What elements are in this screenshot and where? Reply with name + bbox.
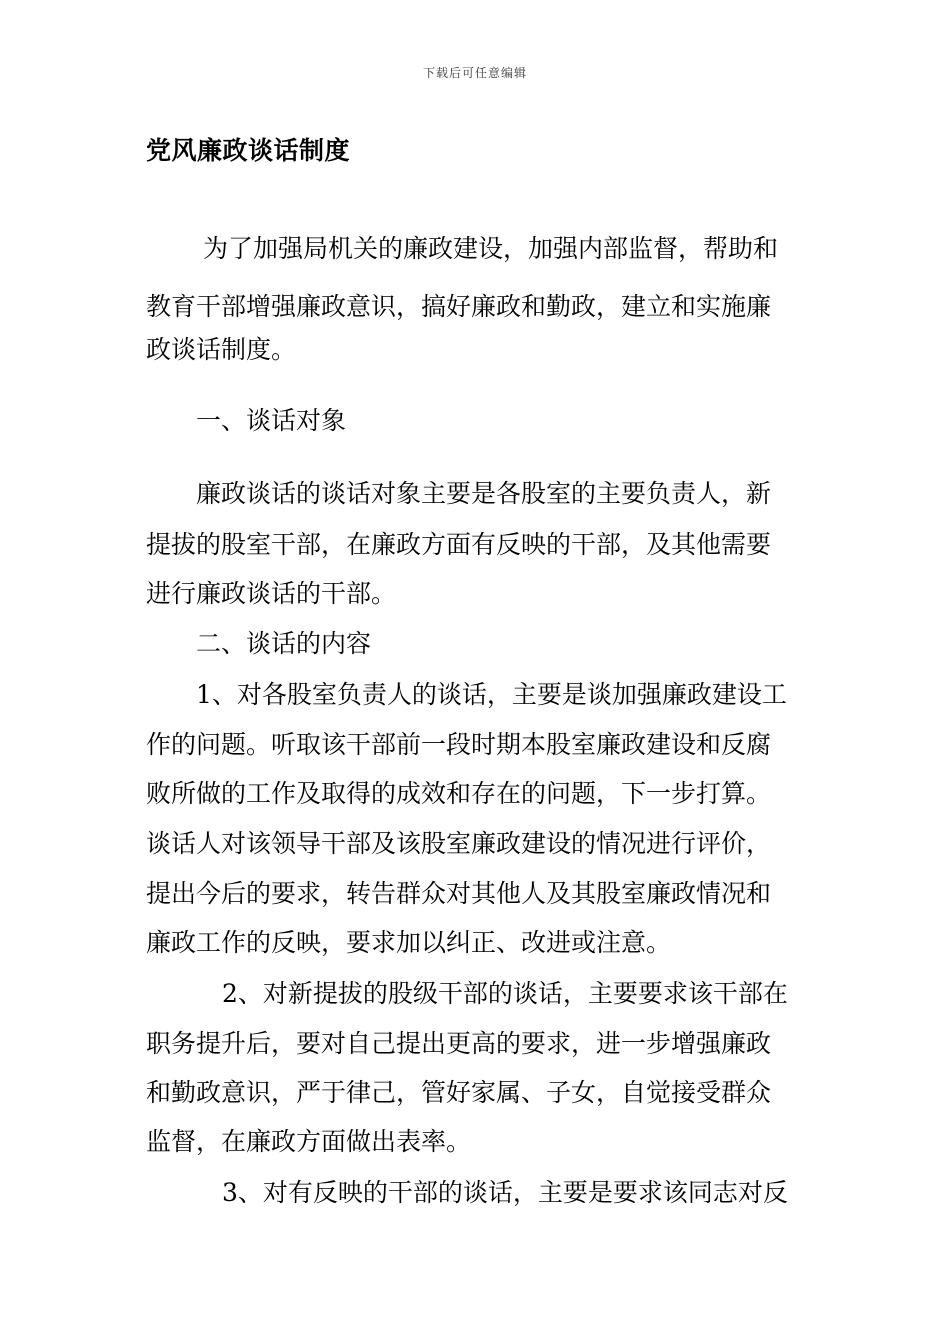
paragraph-line: 廉政谈话的谈话对象主要是各股室的主要负责人，新 <box>196 479 772 508</box>
paragraph-line: 败所做的工作及取得的成效和存在的问题，下一步打算。 <box>146 779 772 808</box>
paragraph-line: 职务提升后，要对自己提出更高的要求，进一步增强廉政 <box>146 1029 772 1058</box>
paragraph-line: 提拔的股室干部，在廉政方面有反映的干部，及其他需要 <box>146 530 772 559</box>
paragraph-line: 监督，在廉政方面做出表率。 <box>146 1127 472 1156</box>
section-heading: 一、谈话对象 <box>196 406 347 435</box>
paragraph-line: 1、对各股室负责人的谈话，主要是谈加强廉政建设工 <box>196 680 787 709</box>
paragraph-line: 3、对有反映的干部的谈话，主要是要求该同志对反 <box>222 1178 788 1207</box>
paragraph-line: 谈话人对该领导干部及该股室廉政建设的情况进行评价， <box>146 829 772 858</box>
paragraph-line: 作的问题。听取该干部前一段时期本股室廉政建设和反腐 <box>146 730 772 759</box>
paragraph-line: 教育干部增强廉政意识，搞好廉政和勤政，建立和实施廉 <box>146 292 772 321</box>
paragraph-line: 为了加强局机关的廉政建设，加强内部监督，帮助和 <box>203 234 779 263</box>
header-note: 下载后可任意编辑 <box>422 66 527 80</box>
paragraph-line: 2、对新提拔的股级干部的谈话，主要要求该干部在 <box>222 979 788 1008</box>
section-heading: 二、谈话的内容 <box>196 629 372 658</box>
paragraph-line: 廉政工作的反映，要求加以纠正、改进或注意。 <box>146 928 672 957</box>
paragraph-line: 和勤政意识，严于律己，管好家属、子女，自觉接受群众 <box>146 1078 772 1107</box>
document-title: 党风廉政谈话制度 <box>146 136 351 165</box>
paragraph-line: 政谈话制度。 <box>146 335 297 364</box>
paragraph-line: 进行廉政谈话的干部。 <box>146 579 397 608</box>
paragraph-line: 提出今后的要求，转告群众对其他人及其股室廉政情况和 <box>146 879 772 908</box>
